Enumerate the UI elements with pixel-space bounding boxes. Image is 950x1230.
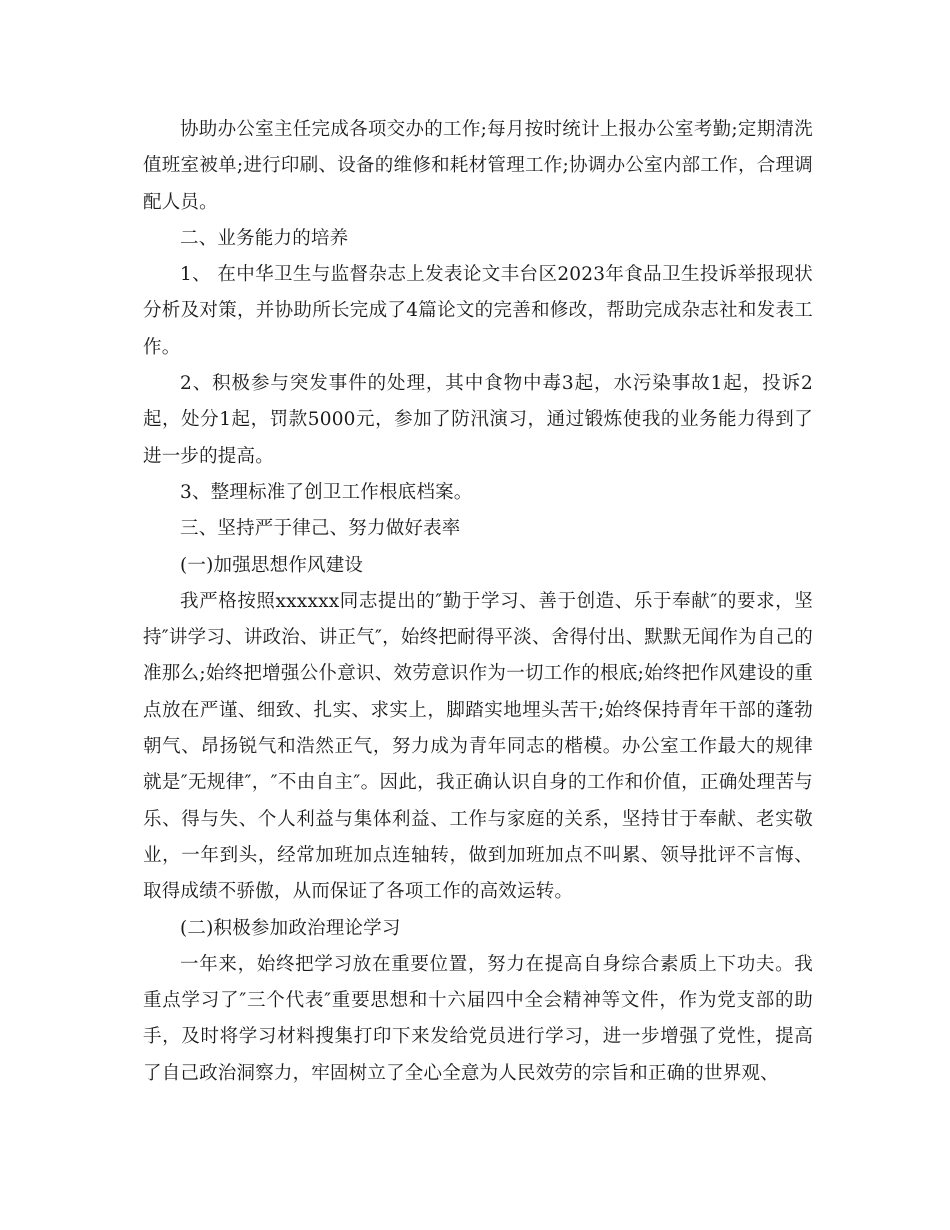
- document-body: [143, 112, 813, 1092]
- paragraph-archive-standardization: 3、整理标准了创卫工作根底档案。: [180, 481, 473, 503]
- paragraph-political-study: 一年来，始终把学习放在重要位置，努力在提高自身综合素质上下功夫。我重点学习了″三个代表″重要思想和十六届四中全会精神等文件，作为党支部的助手，及时将学习材料搜集打印下来发给党员进行学习，进一步增强了党性，提高了自己政治洞察力，牢固树立了全心全意为人民效劳的宗旨和正确的世界观、: [143, 953, 813, 1084]
- section-heading-business-ability: 二、业务能力的培养: [180, 227, 349, 249]
- section-heading-self-discipline: 三、坚持严于律己、努力做好表率: [180, 518, 461, 540]
- subsection-heading-political-study: (二)积极参加政治理论学习: [180, 917, 401, 939]
- subsection-heading-work-style: (一)加强思想作风建设: [180, 554, 364, 576]
- paragraph-office-duties: 协助办公室主任完成各项交办的工作;每月按时统计上报办公室考勤;定期清洗值班室被单;进行印刷、设备的维修和耗材管理工作;协调办公室内部工作，合理调配人员。: [143, 119, 813, 213]
- paragraph-paper-publication: 1、 在中华卫生与监督杂志上发表论文丰台区2023年食品卫生投诉举报现状分析及对策，并协助所长完成了4篇论文的完善和修改，帮助完成杂志社和发表工作。: [143, 264, 813, 358]
- paragraph-emergency-handling: 2、积极参与突发事件的处理，其中食物中毒3起，水污染事故1起，投诉2起，处分1起，罚款5000元，参加了防汛演习，通过锻炼使我的业务能力得到了进一步的提高。: [143, 373, 813, 467]
- paragraph-work-style: 我严格按照xxxxxx同志提出的″勤于学习、善于创造、乐于奉献″的要求，坚持″讲学习、讲政治、讲正气″，始终把耐得平淡、舍得付出、默默无闻作为自己的准那么;始终把增强公仆意识、效劳意识作为一切工作的根底;始终把作风建设的重点放在严谨、细致、扎实、求实上，脚踏实地埋头苦干;始终保持青年干部的蓬勃朝气、昂扬锐气和浩然正气，努力成为青年同志的楷模。办公室工作最大的规律就是″无规律″，″不由自主″。因此，我正确认识自身的工作和价值，正确处理苦与乐、得与失、个人利益与集体利益、工作与家庭的关系，坚持甘于奉献、老实敬业，一年到头，经常加班加点连轴转，做到加班加点不叫累、领导批评不言悔、取得成绩不骄傲，从而保证了各项工作的高效运转。: [143, 590, 813, 903]
